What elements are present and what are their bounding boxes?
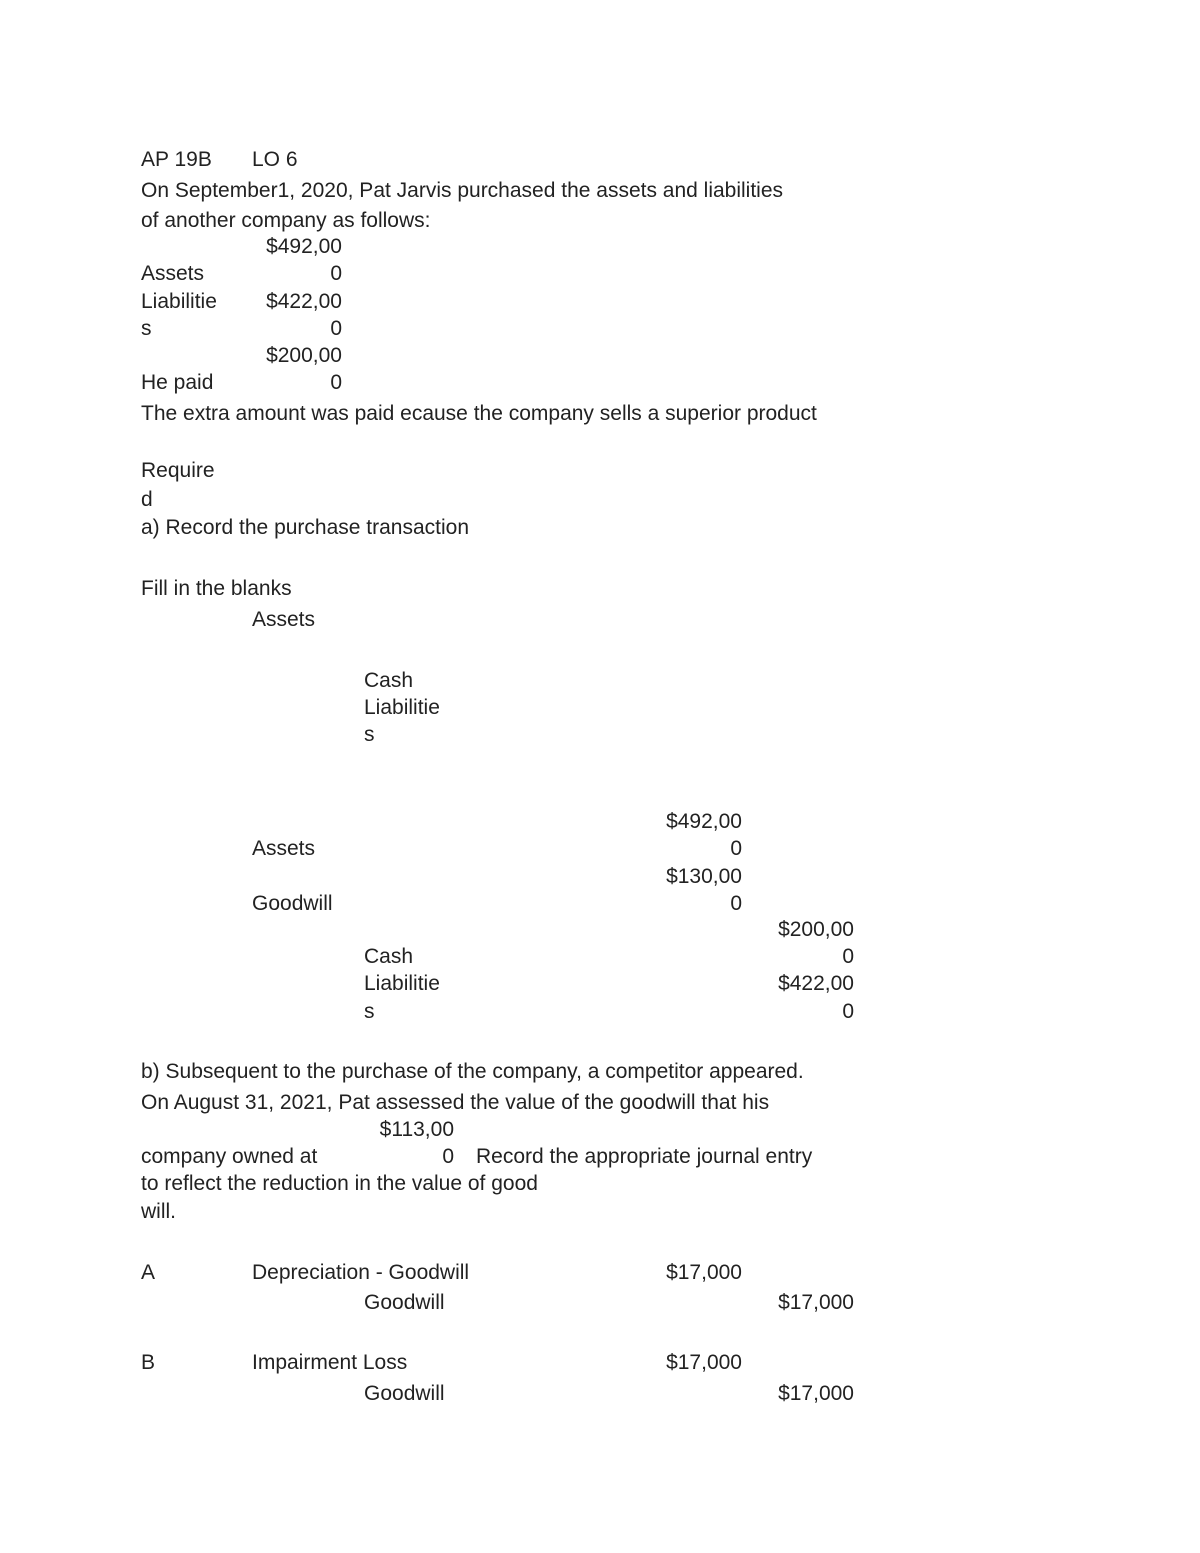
given-liabilities-value-line-2: 0: [330, 317, 342, 340]
given-paid-value-line-1: $200,00: [266, 344, 342, 367]
option-a-letter: A: [141, 1261, 156, 1284]
part-b-line-2: On August 31, 2021, Pat assessed the value of the goodwill that his: [141, 1091, 770, 1114]
option-b-letter: B: [141, 1351, 156, 1374]
given-assets-value-line-2: 0: [330, 262, 342, 285]
part-b-line-3-start: company owned at: [141, 1145, 318, 1168]
given-assets-label: Assets: [141, 262, 205, 285]
option-b-credit-amount: $17,000: [778, 1382, 854, 1405]
entry-assets-debit-line-2: 0: [730, 837, 742, 860]
entry-goodwill-label: Goodwill: [252, 892, 333, 915]
option-a-credit-account: Goodwill: [364, 1291, 445, 1314]
blank-cash: Cash: [364, 669, 414, 692]
part-a-instruction: a) Record the purchase transaction: [141, 516, 470, 539]
option-b-credit-account: Goodwill: [364, 1382, 445, 1405]
entry-liabilities-credit-line-1: $422,00: [778, 972, 854, 995]
blank-liabilities-line-1: Liabilitie: [364, 696, 440, 719]
learning-objective: LO 6: [252, 148, 298, 171]
given-liabilities-value-line-1: $422,00: [266, 290, 342, 313]
option-b-debit-amount: $17,000: [666, 1351, 742, 1374]
part-b-value-line-1: $113,00: [379, 1118, 454, 1141]
intro-line-1: On September1, 2020, Pat Jarvis purchased the assets and liabilities: [141, 179, 784, 202]
entry-liabilities-label-line-1: Liabilitie: [364, 972, 440, 995]
entry-liabilities-label-line-2: s: [364, 1000, 375, 1023]
entry-liabilities-credit-line-2: 0: [842, 1000, 854, 1023]
required-label-line-1: Require: [141, 459, 215, 482]
part-b-value-line-2: 0: [442, 1145, 454, 1168]
part-b-line-5: will.: [141, 1200, 176, 1223]
option-b-debit-account: Impairment Loss: [252, 1351, 408, 1374]
problem-code: AP 19B: [141, 148, 212, 171]
option-a-debit-account: Depreciation - Goodwill: [252, 1261, 470, 1284]
given-assets-value-line-1: $492,00: [266, 235, 342, 258]
intro-line-2: of another company as follows:: [141, 209, 431, 232]
part-b-line-3-end: Record the appropriate journal entry: [476, 1145, 813, 1168]
given-liabilities-label-line-2: s: [141, 317, 152, 340]
entry-cash-credit-line-1: $200,00: [778, 918, 854, 941]
blanks-title: Fill in the blanks: [141, 577, 292, 600]
blank-liabilities-line-2: s: [364, 723, 375, 746]
entry-cash-credit-line-2: 0: [842, 945, 854, 968]
given-paid-label: He paid: [141, 371, 214, 394]
given-paid-value-line-2: 0: [330, 371, 342, 394]
explanation-line: The extra amount was paid ecause the company sells a superior product: [141, 402, 817, 425]
entry-goodwill-debit-line-1: $130,00: [666, 865, 742, 888]
entry-assets-label: Assets: [252, 837, 316, 860]
entry-assets-debit-line-1: $492,00: [666, 810, 742, 833]
blank-assets: Assets: [252, 608, 316, 631]
required-label-line-2: d: [141, 488, 153, 511]
option-a-debit-amount: $17,000: [666, 1261, 742, 1284]
part-b-line-4: to reflect the reduction in the value of good: [141, 1172, 538, 1195]
given-liabilities-label-line-1: Liabilitie: [141, 290, 217, 313]
entry-cash-label: Cash: [364, 945, 414, 968]
entry-goodwill-debit-line-2: 0: [730, 892, 742, 915]
part-b-line-1: b) Subsequent to the purchase of the company, a competitor appeared.: [141, 1060, 804, 1083]
option-a-credit-amount: $17,000: [778, 1291, 854, 1314]
